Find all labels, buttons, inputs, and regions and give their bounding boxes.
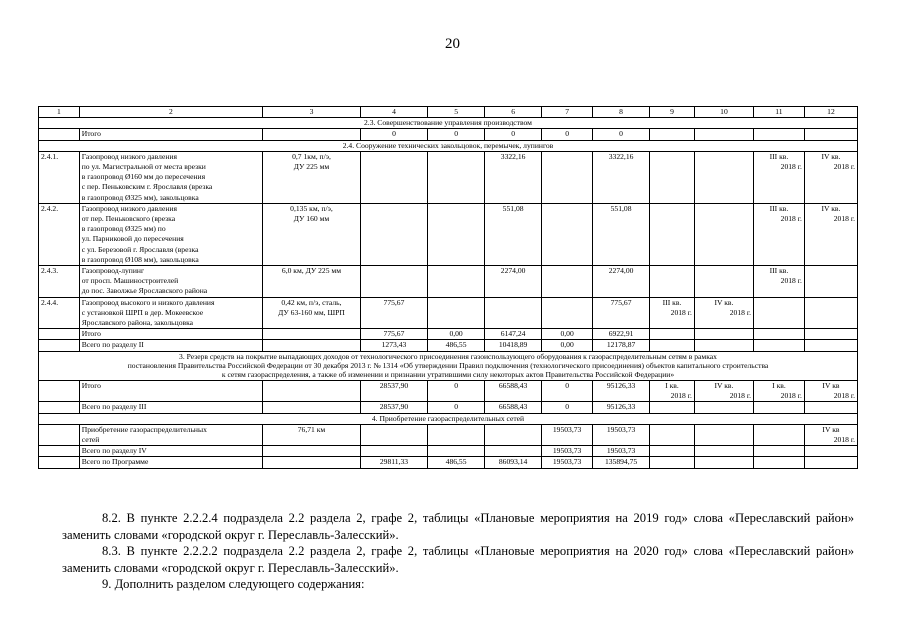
cell-c7: 0 bbox=[542, 380, 593, 401]
cell-c8: 19503,73 bbox=[593, 446, 650, 457]
cell-c5: 0 bbox=[428, 402, 485, 413]
section-title: 3. Резерв средств на покрытие выпадающих доходов от технологического присоединения газоиспользующего оборудования к газораспределительным сетям в рамках постановления Правительства Российской Федерации от 30 декабря 2013 г. № 1314 «Об утверждении Правил подключения (технологического присоединения) объектов капитального строительства к сетям газораспределения, а также об изменении и признании утратившими силу некоторых актов Правительства Российской Федерации» bbox=[39, 351, 858, 380]
cell-c11: III кв. 2018 г. bbox=[753, 266, 804, 298]
cell-c4: 29811,33 bbox=[360, 457, 427, 468]
cell-c12: IV кв 2018 г. bbox=[804, 424, 857, 445]
row-params: 0,135 км, п/э, ДУ 160 мм bbox=[263, 203, 361, 265]
row-label: Итого bbox=[79, 380, 262, 401]
section-title: 4. Приобретение газораспределительных сетей bbox=[39, 413, 858, 424]
cell-c6: 10418,89 bbox=[485, 340, 542, 351]
row-params: 6,0 км, ДУ 225 мм bbox=[263, 266, 361, 298]
cell-c4 bbox=[360, 151, 427, 203]
col-header-7: 7 bbox=[542, 107, 593, 118]
cell-c8: 0 bbox=[593, 129, 650, 140]
cell-c7 bbox=[542, 266, 593, 298]
section-3-total-row bbox=[39, 380, 858, 401]
cell-c6: 66588,43 bbox=[485, 402, 542, 413]
cell-c5 bbox=[428, 266, 485, 298]
cell-c5 bbox=[428, 151, 485, 203]
section-4-title-row bbox=[39, 413, 858, 424]
page-number: 20 bbox=[445, 36, 460, 52]
col-header-2: 2 bbox=[79, 107, 262, 118]
cell-c11: III кв. 2018 г. bbox=[753, 151, 804, 203]
cell-c7: 19503,73 bbox=[542, 424, 593, 445]
cell-c4: 775,67 bbox=[360, 297, 427, 329]
cell-c6: 2274,00 bbox=[485, 266, 542, 298]
row-name: Приобретение газораспределительных сетей bbox=[79, 424, 262, 445]
col-header-1: 1 bbox=[39, 107, 80, 118]
cell-c11: III кв. 2018 г. bbox=[753, 203, 804, 265]
col-header-5: 5 bbox=[428, 107, 485, 118]
row-label: Всего по Программе bbox=[79, 457, 262, 468]
cell-c6: 551,08 bbox=[485, 203, 542, 265]
cell-c9 bbox=[650, 203, 695, 265]
cell-c7 bbox=[542, 203, 593, 265]
section-2-4-total-row bbox=[39, 329, 858, 340]
section-iii-total-row bbox=[39, 402, 858, 413]
cell-c8: 12178,87 bbox=[593, 340, 650, 351]
cell-c4: 1273,43 bbox=[360, 340, 427, 351]
cell-c4: 775,67 bbox=[360, 329, 427, 340]
cell-c7: 0 bbox=[542, 402, 593, 413]
row-params: 0,7 1км, п/э, ДУ 225 мм bbox=[263, 151, 361, 203]
section-ii-total-row bbox=[39, 340, 858, 351]
cell-c6: 3322,16 bbox=[485, 151, 542, 203]
paragraph-8-3: 8.3. В пункте 2.2.2.2 подраздела 2.2 раздела 2, графе 2, таблицы «Плановые мероприятия на 2020 год» слова «Переславский район» заменить словами «городской округ г. Переславль-Залесский». bbox=[62, 544, 854, 575]
cell-c7: 0 bbox=[542, 129, 593, 140]
row-label: Итого bbox=[79, 329, 262, 340]
cell-c8: 551,08 bbox=[593, 203, 650, 265]
row-name: Газопровод-лупинг от просп. Машиностроителей до пос. Заволжье Ярославского района bbox=[79, 266, 262, 298]
col-header-12: 12 bbox=[804, 107, 857, 118]
cell-c8: 6922,91 bbox=[593, 329, 650, 340]
cell-c10: IV кв. 2018 г. bbox=[694, 297, 753, 329]
col-header-6: 6 bbox=[485, 107, 542, 118]
cell-c6: 6147,24 bbox=[485, 329, 542, 340]
row-label: Всего по разделу III bbox=[79, 402, 262, 413]
cell-c10 bbox=[694, 203, 753, 265]
row-params: 76,71 км bbox=[263, 424, 361, 445]
row-name: Газопровод низкого давления по ул. Магистральной от места врезки в газопровод Ø160 мм до пересечения с пер. Пеньковским г. Ярославля (врезка в газопровод Ø325 мм), закольцовка bbox=[79, 151, 262, 203]
table-row bbox=[39, 424, 858, 445]
cell-c8: 775,67 bbox=[593, 297, 650, 329]
table-row bbox=[39, 203, 858, 265]
cell-c5: 0,00 bbox=[428, 329, 485, 340]
cell-c7: 0,00 bbox=[542, 340, 593, 351]
cell-c4: 0 bbox=[360, 129, 427, 140]
cell-c12 bbox=[804, 297, 857, 329]
cell-c5 bbox=[428, 203, 485, 265]
cell-c9 bbox=[650, 151, 695, 203]
col-header-11: 11 bbox=[753, 107, 804, 118]
cell-c12 bbox=[804, 266, 857, 298]
section-2-4-title-row bbox=[39, 140, 858, 151]
section-3-title-row bbox=[39, 351, 858, 380]
cell-c7: 19503,73 bbox=[542, 446, 593, 457]
row-number: 2.4.3. bbox=[39, 266, 80, 298]
col-header-4: 4 bbox=[360, 107, 427, 118]
cell-c5: 0 bbox=[428, 380, 485, 401]
row-number: 2.4.2. bbox=[39, 203, 80, 265]
cell-c5: 0 bbox=[428, 129, 485, 140]
paragraph-8-2: 8.2. В пункте 2.2.2.4 подраздела 2.2 раздела 2, графе 2, таблицы «Плановые мероприятия на 2019 год» слова «Переславский район» заменить словами «городской округ г. Переславль-Залесский». bbox=[62, 511, 854, 542]
cell-c9 bbox=[650, 266, 695, 298]
table-row bbox=[39, 151, 858, 203]
cell-c8: 95126,33 bbox=[593, 402, 650, 413]
cell-c10 bbox=[694, 266, 753, 298]
cell-c8: 135894,75 bbox=[593, 457, 650, 468]
cell-c8: 19503,73 bbox=[593, 424, 650, 445]
cell-c4: 28537,90 bbox=[360, 380, 427, 401]
cell-c6: 86093,14 bbox=[485, 457, 542, 468]
row-number: 2.4.1. bbox=[39, 151, 80, 203]
cell-c5 bbox=[428, 297, 485, 329]
row-name: Газопровод высокого и низкого давления с установкой ШРП в дер. Мокеевское Ярославского района, закольцовка bbox=[79, 297, 262, 329]
section-2-3-total-row bbox=[39, 129, 858, 140]
cell-c10 bbox=[694, 151, 753, 203]
cell-c4 bbox=[360, 266, 427, 298]
row-number: 2.4.4. bbox=[39, 297, 80, 329]
col-header-9: 9 bbox=[650, 107, 695, 118]
row-label: Всего по разделу II bbox=[79, 340, 262, 351]
table-row bbox=[39, 297, 858, 329]
cell-c10: IV кв. 2018 г. bbox=[694, 380, 753, 401]
cell-c5: 486,55 bbox=[428, 457, 485, 468]
row-name: Газопровод низкого давления от пер. Пеньковского (врезка в газопровод Ø325 мм) по ул. Парниковой до пересечения с ул. Березовой г. Ярославля (врезка в газопровод Ø108 мм), закольцовка bbox=[79, 203, 262, 265]
row-label: Итого bbox=[79, 129, 262, 140]
cell-c11: I кв. 2018 г. bbox=[753, 380, 804, 401]
table-row bbox=[39, 266, 858, 298]
cell-c7: 0,00 bbox=[542, 329, 593, 340]
col-header-3: 3 bbox=[263, 107, 361, 118]
paragraph-9: 9. Дополнить разделом следующего содержания: bbox=[102, 577, 365, 592]
cell-c5: 486,55 bbox=[428, 340, 485, 351]
col-header-10: 10 bbox=[694, 107, 753, 118]
cell-c7 bbox=[542, 297, 593, 329]
cell-c9: I кв. 2018 г. bbox=[650, 380, 695, 401]
cell-c6 bbox=[485, 297, 542, 329]
amendment-text bbox=[62, 510, 854, 593]
cell-c7 bbox=[542, 151, 593, 203]
cell-c6: 66588,43 bbox=[485, 380, 542, 401]
row-label: Всего по разделу IV bbox=[79, 446, 262, 457]
section-2-3-title-row bbox=[39, 118, 858, 129]
cell-c8: 3322,16 bbox=[593, 151, 650, 203]
section-iv-total-row bbox=[39, 446, 858, 457]
program-table bbox=[38, 106, 858, 469]
cell-c11 bbox=[753, 297, 804, 329]
row-params: 0,42 км, п/э, сталь, ДУ 63-160 мм, ШРП bbox=[263, 297, 361, 329]
cell-c4 bbox=[360, 203, 427, 265]
cell-c6: 0 bbox=[485, 129, 542, 140]
cell-c12: IV кв. 2018 г. bbox=[804, 203, 857, 265]
col-header-8: 8 bbox=[593, 107, 650, 118]
cell-c12: IV кв. 2018 г. bbox=[804, 151, 857, 203]
header-row bbox=[39, 107, 858, 118]
section-title: 2.3. Совершенствование управления производством bbox=[39, 118, 858, 129]
cell-c7: 19503,73 bbox=[542, 457, 593, 468]
cell-c9: III кв. 2018 г. bbox=[650, 297, 695, 329]
cell-c8: 2274,00 bbox=[593, 266, 650, 298]
program-total-row bbox=[39, 457, 858, 468]
cell-c4: 28537,90 bbox=[360, 402, 427, 413]
section-title: 2.4. Сооружение технических закольцовок, перемычек, лупингов bbox=[39, 140, 858, 151]
cell-c8: 95126,33 bbox=[593, 380, 650, 401]
cell-c12: IV кв 2018 г. bbox=[804, 380, 857, 401]
